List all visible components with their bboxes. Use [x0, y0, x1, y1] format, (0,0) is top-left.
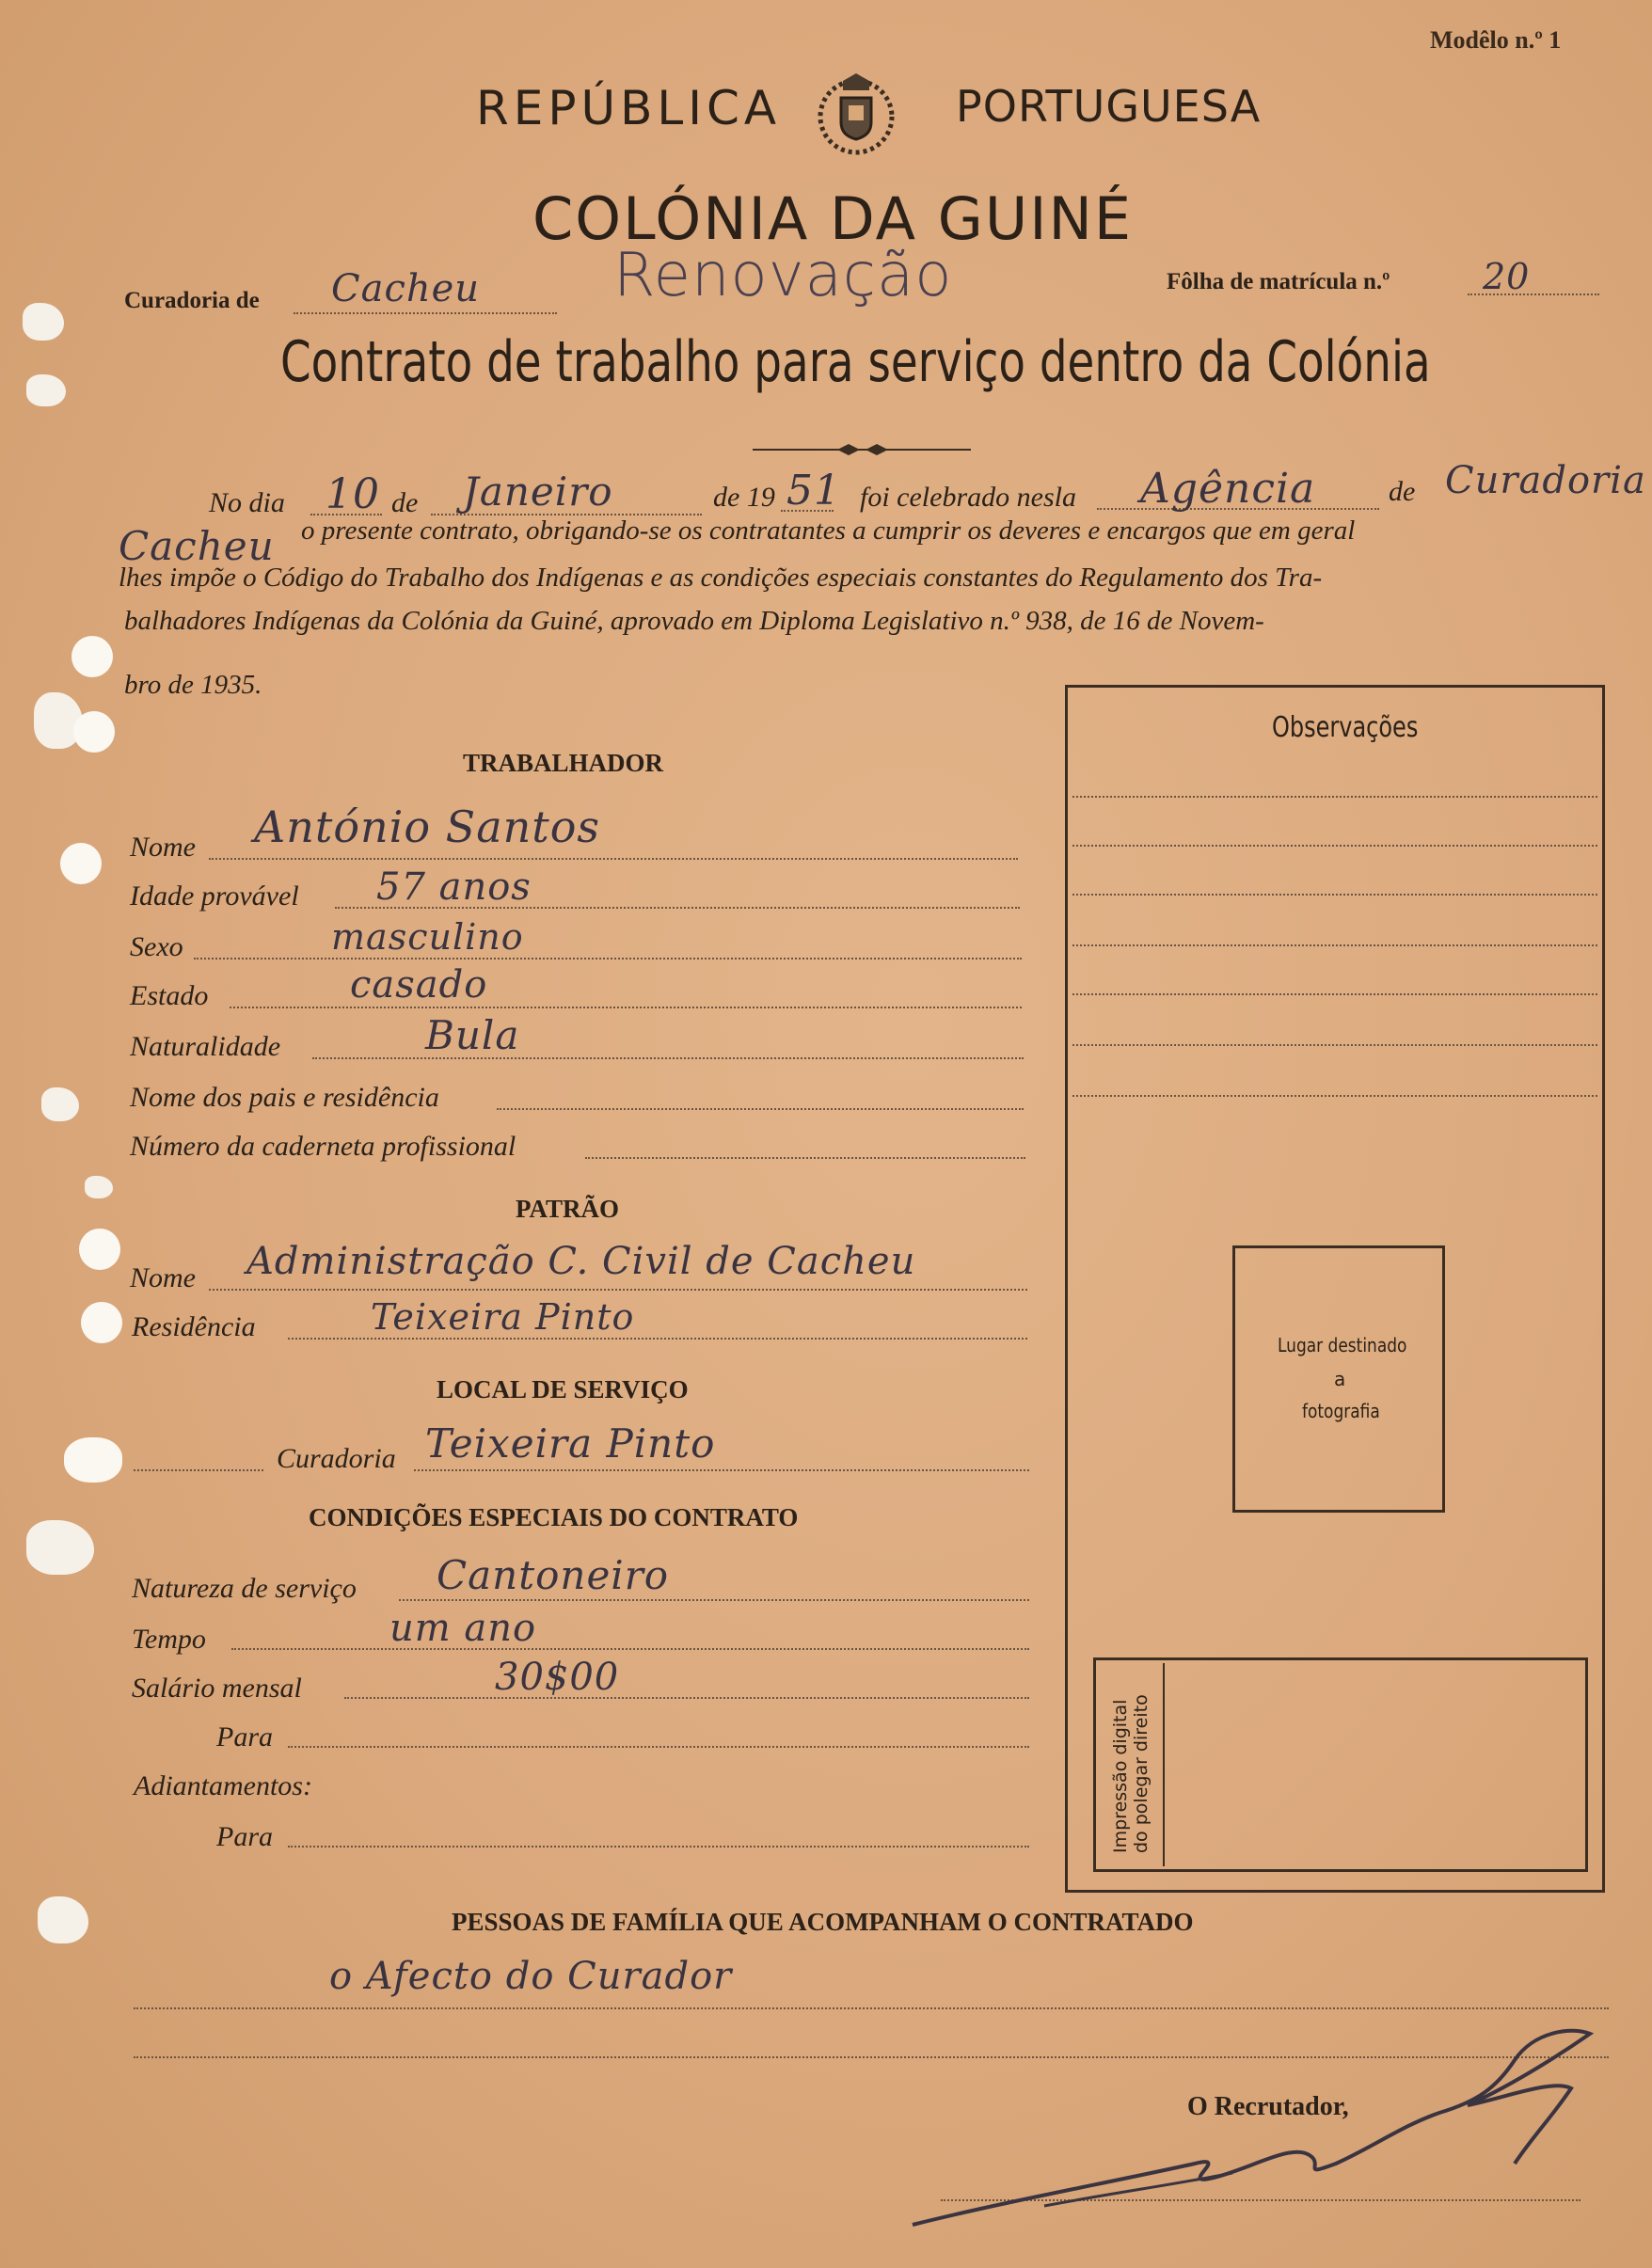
obs-line: [1072, 1095, 1597, 1097]
obs-line: [1072, 894, 1597, 896]
familia-line-1: [134, 2007, 1609, 2009]
intro-no-dia: No dia: [209, 487, 285, 518]
binder-hole: [60, 843, 102, 884]
patrao-residencia: Teixeira Pinto: [371, 1296, 635, 1338]
condicoes-heading: CONDIÇÕES ESPECIAIS DO CONTRATO: [309, 1503, 799, 1531]
thumbprint-label-2: do polegar direito: [1131, 1694, 1152, 1853]
sexo-line: [194, 958, 1022, 960]
local-curadoria-label: Curadoria: [277, 1443, 396, 1474]
title-ornament: [753, 440, 971, 459]
para-label: Para: [216, 1721, 273, 1753]
para2-line: [288, 1846, 1029, 1848]
nome-line: [209, 858, 1018, 860]
folha-value: 20: [1483, 256, 1531, 297]
obs-line: [1072, 845, 1597, 847]
naturalidade-line: [312, 1057, 1024, 1059]
estado-line: [230, 1007, 1022, 1008]
familia-heading: PESSOAS DE FAMÍLIA QUE ACOMPANHAM O CONTRATADO: [452, 1908, 1194, 1936]
patrao-nome-label: Nome: [130, 1262, 196, 1293]
familia-value: o Afecto do Curador: [329, 1955, 733, 1998]
pais-label: Nome dos pais e residência: [130, 1082, 439, 1113]
residencia-label: Residência: [132, 1311, 256, 1342]
renovacao-stamp: Renovação: [613, 241, 953, 310]
idade-label: Idade provável: [130, 880, 299, 912]
obs-line: [1072, 944, 1597, 946]
pais-line: [497, 1108, 1024, 1110]
tempo-line: [231, 1648, 1029, 1650]
republica-text: REPÚBLICA: [476, 81, 782, 135]
folha-label: Fôlha de matrícula n.º: [1167, 269, 1390, 294]
local-curadoria-line: [414, 1469, 1029, 1471]
nome-label: Nome: [130, 832, 196, 863]
photo-label-2: a: [1334, 1368, 1346, 1390]
adiantamentos-label: Adiantamentos:: [134, 1770, 312, 1801]
curadoria-label: Curadoria de: [124, 288, 260, 313]
paper-tear: [38, 1896, 88, 1943]
intro-line2-handwriting: Cacheu: [119, 523, 275, 569]
intro-dia: 10: [326, 470, 380, 518]
local-curadoria-value: Teixeira Pinto: [425, 1420, 716, 1467]
intro-mes: Janeiro: [463, 468, 613, 515]
binder-hole: [81, 1302, 122, 1343]
binder-hole: [71, 636, 113, 677]
sexo-label: Sexo: [130, 931, 183, 962]
paper-tear: [23, 303, 64, 341]
trabalhador-sexo: masculino: [331, 916, 524, 958]
curadoria-value: Cacheu: [331, 267, 481, 310]
intro-line3: lhes impõe o Código do Trabalho dos Indígenas e as condições especiais constantes do Regulamento dos Tra-: [119, 563, 1323, 593]
caderneta-line: [585, 1157, 1025, 1159]
colonia-title: COLÓNIA DA GUINÉ: [532, 184, 1134, 253]
observacoes-heading: Observações: [1272, 711, 1419, 744]
obs-line: [1072, 993, 1597, 995]
natureza-value: Cantoneiro: [437, 1552, 670, 1598]
contract-title: Contrato de trabalho para serviço dentro da Colónia: [280, 329, 1431, 395]
thumbprint-frame: [1093, 1657, 1588, 1872]
salario-value: 30$00: [495, 1656, 620, 1699]
patrao-heading: PATRÃO: [516, 1195, 619, 1223]
coat-of-arms-icon: [800, 70, 913, 156]
caderneta-label: Número da caderneta profissional: [130, 1131, 516, 1162]
thumbprint-label-box: [1099, 1663, 1165, 1866]
trabalhador-estado: casado: [350, 963, 488, 1007]
intro-de19: de 19: [713, 482, 775, 513]
recrutador-signature: [894, 2022, 1609, 2239]
trabalhador-heading: TRABALHADOR: [463, 749, 664, 777]
paper-tear: [26, 374, 66, 406]
trabalhador-nome: António Santos: [254, 801, 601, 852]
paper-tear: [41, 1087, 79, 1121]
intro-line2: o presente contrato, obrigando-se os contratantes a cumprir os deveres e encargos que em geral: [301, 515, 1356, 546]
intro-ano: 51: [786, 467, 841, 515]
estado-label: Estado: [130, 980, 209, 1011]
binder-hole: [64, 1437, 122, 1483]
binder-hole: [73, 711, 115, 753]
paper-tear: [85, 1176, 113, 1198]
intro-line5: bro de 1935.: [124, 670, 262, 700]
obs-line: [1072, 796, 1597, 798]
photo-label-3: fotografia: [1302, 1400, 1380, 1422]
thumbprint-label-1: Impressão digital: [1110, 1699, 1131, 1853]
residencia-line: [288, 1338, 1027, 1340]
para-line: [288, 1746, 1029, 1748]
local-left-line: [134, 1469, 263, 1471]
intro-de2: de: [1389, 476, 1416, 507]
tempo-value: um ano: [389, 1607, 537, 1650]
model-number: Modêlo n.º 1: [1430, 26, 1562, 54]
natureza-label: Natureza de serviço: [132, 1573, 357, 1604]
natureza-line: [399, 1599, 1029, 1601]
binder-hole: [79, 1229, 120, 1270]
curadoria-line: [294, 312, 557, 314]
local-servico-heading: LOCAL DE SERVIÇO: [437, 1375, 689, 1404]
intro-foi: foi celebrado nesla: [860, 482, 1076, 513]
salario-label: Salário mensal: [132, 1673, 302, 1704]
recrutador-label: O Recrutador,: [1187, 2092, 1349, 2121]
intro-local: Agência: [1140, 465, 1316, 513]
photo-label-1: Lugar destinado: [1278, 1334, 1407, 1356]
trabalhador-idade: 57 anos: [376, 865, 532, 909]
naturalidade-label: Naturalidade: [130, 1031, 281, 1062]
obs-line: [1072, 1044, 1597, 1046]
tempo-label: Tempo: [132, 1624, 206, 1655]
intro-curadoria: Curadoria: [1445, 459, 1646, 502]
salario-line: [344, 1697, 1029, 1699]
portuguesa-text: PORTUGUESA: [956, 81, 1262, 132]
para2-label: Para: [216, 1821, 273, 1852]
intro-de: de: [391, 487, 419, 518]
paper-tear: [26, 1520, 94, 1575]
patrao-nome-line: [209, 1289, 1027, 1291]
intro-line4: balhadores Indígenas da Colónia da Guiné, aprovado em Diploma Legislativo n.º 938, de 16 de Novem-: [124, 606, 1264, 636]
patrao-nome: Administração C. Civil de Cacheu: [246, 1240, 916, 1283]
trabalhador-naturalidade: Bula: [425, 1012, 520, 1058]
